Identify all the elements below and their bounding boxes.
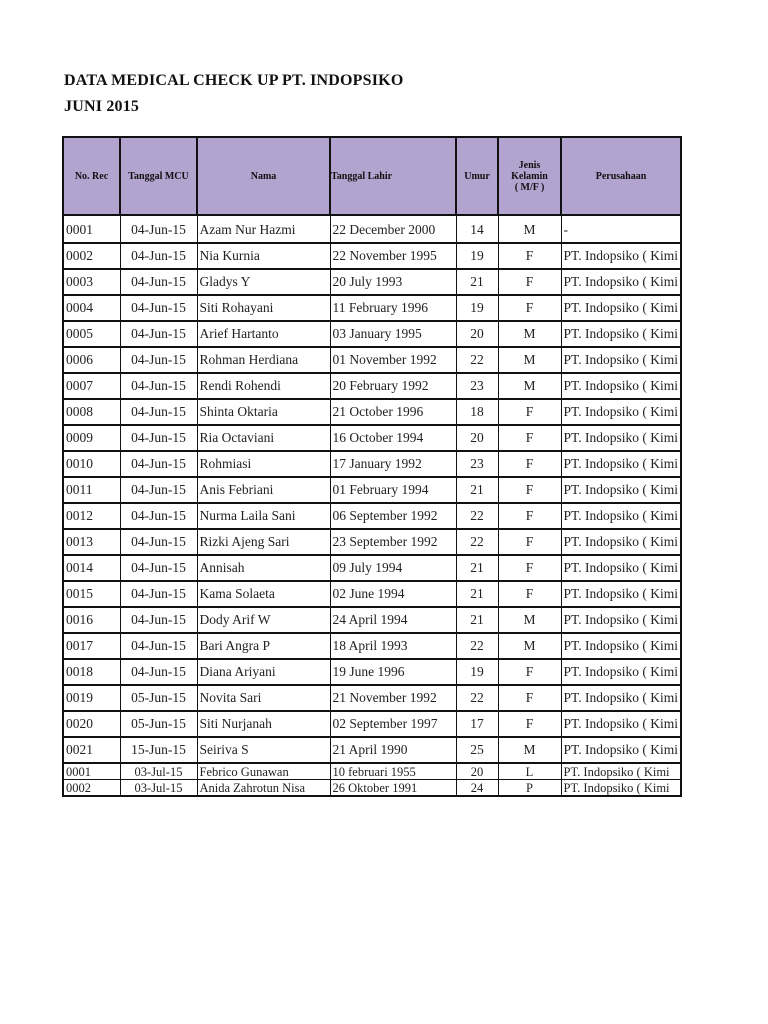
cell-tanggal-mcu: 04-Jun-15	[120, 295, 197, 321]
cell-no-rec: 0018	[63, 659, 120, 685]
table-row	[63, 659, 681, 685]
cell-perusahaan: PT. Indopsiko ( Kimi	[561, 685, 681, 711]
cell-tanggal-mcu: 04-Jun-15	[120, 555, 197, 581]
cell-umur: 14	[456, 215, 498, 243]
table-row	[63, 321, 681, 347]
cell-umur: 23	[456, 373, 498, 399]
header-jenis-line1: Jenis	[518, 159, 541, 171]
table-row	[63, 685, 681, 711]
cell-tanggal-mcu: 04-Jun-15	[120, 659, 197, 685]
cell-tanggal-mcu: 04-Jun-15	[120, 451, 197, 477]
cell-no-rec: 0005	[63, 321, 120, 347]
cell-jenis-kelamin: F	[498, 399, 561, 425]
cell-tanggal-lahir: 01 November 1992	[330, 347, 456, 373]
cell-jenis-kelamin: M	[498, 633, 561, 659]
cell-tanggal-lahir: 10 februari 1955	[330, 763, 456, 780]
cell-jenis-kelamin: M	[498, 215, 561, 243]
header-tanggal-lahir: Tanggal Lahir	[330, 137, 456, 215]
cell-tanggal-mcu: 04-Jun-15	[120, 581, 197, 607]
cell-tanggal-lahir: 23 September 1992	[330, 529, 456, 555]
cell-tanggal-lahir: 22 December 2000	[330, 215, 456, 243]
cell-tanggal-mcu: 04-Jun-15	[120, 529, 197, 555]
cell-nama: Bari Angra P	[197, 633, 330, 659]
table-row	[63, 503, 681, 529]
cell-no-rec: 0004	[63, 295, 120, 321]
table-body	[63, 215, 681, 796]
cell-nama: Anis Febriani	[197, 477, 330, 503]
cell-jenis-kelamin: F	[498, 581, 561, 607]
cell-no-rec: 0009	[63, 425, 120, 451]
table-row	[63, 780, 681, 797]
cell-jenis-kelamin: L	[498, 763, 561, 780]
cell-tanggal-mcu: 04-Jun-15	[120, 215, 197, 243]
cell-no-rec: 0012	[63, 503, 120, 529]
cell-nama: Novita Sari	[197, 685, 330, 711]
cell-nama: Rohman Herdiana	[197, 347, 330, 373]
table-row	[63, 529, 681, 555]
cell-tanggal-mcu: 04-Jun-15	[120, 633, 197, 659]
table-row	[63, 581, 681, 607]
cell-no-rec: 0011	[63, 477, 120, 503]
cell-tanggal-lahir: 24 April 1994	[330, 607, 456, 633]
cell-nama: Siti Rohayani	[197, 295, 330, 321]
cell-perusahaan: PT. Indopsiko ( Kimi	[561, 347, 681, 373]
cell-umur: 19	[456, 295, 498, 321]
cell-perusahaan: PT. Indopsiko ( Kimi	[561, 555, 681, 581]
cell-no-rec: 0001	[63, 763, 120, 780]
cell-tanggal-lahir: 02 September 1997	[330, 711, 456, 737]
cell-tanggal-mcu: 03-Jul-15	[120, 763, 197, 780]
cell-tanggal-lahir: 17 January 1992	[330, 451, 456, 477]
cell-perusahaan: PT. Indopsiko ( Kimi	[561, 477, 681, 503]
cell-no-rec: 0020	[63, 711, 120, 737]
cell-perusahaan: PT. Indopsiko ( Kimi	[561, 780, 681, 797]
cell-perusahaan: PT. Indopsiko ( Kimi	[561, 607, 681, 633]
cell-no-rec: 0007	[63, 373, 120, 399]
cell-tanggal-lahir: 20 July 1993	[330, 269, 456, 295]
cell-tanggal-mcu: 04-Jun-15	[120, 243, 197, 269]
cell-umur: 21	[456, 555, 498, 581]
cell-tanggal-lahir: 26 Oktober 1991	[330, 780, 456, 797]
cell-perusahaan: PT. Indopsiko ( Kimi	[561, 321, 681, 347]
cell-jenis-kelamin: F	[498, 555, 561, 581]
cell-nama: Kama Solaeta	[197, 581, 330, 607]
cell-jenis-kelamin: F	[498, 451, 561, 477]
cell-umur: 19	[456, 659, 498, 685]
cell-jenis-kelamin: M	[498, 737, 561, 763]
cell-perusahaan: PT. Indopsiko ( Kimi	[561, 373, 681, 399]
cell-no-rec: 0003	[63, 269, 120, 295]
cell-nama: Annisah	[197, 555, 330, 581]
cell-tanggal-lahir: 03 January 1995	[330, 321, 456, 347]
cell-perusahaan: PT. Indopsiko ( Kimi	[561, 451, 681, 477]
cell-nama: Febrico Gunawan	[197, 763, 330, 780]
cell-no-rec: 0002	[63, 243, 120, 269]
table-row	[63, 399, 681, 425]
cell-nama: Rizki Ajeng Sari	[197, 529, 330, 555]
mcu-table	[62, 136, 682, 797]
table-row	[63, 269, 681, 295]
cell-umur: 22	[456, 633, 498, 659]
cell-nama: Gladys Y	[197, 269, 330, 295]
cell-umur: 21	[456, 607, 498, 633]
table-row	[63, 373, 681, 399]
cell-jenis-kelamin: M	[498, 373, 561, 399]
cell-tanggal-mcu: 04-Jun-15	[120, 607, 197, 633]
cell-jenis-kelamin: F	[498, 295, 561, 321]
header-jenis-line2: Kelamin	[511, 170, 548, 182]
table-row	[63, 607, 681, 633]
cell-jenis-kelamin: F	[498, 425, 561, 451]
cell-umur: 21	[456, 269, 498, 295]
cell-umur: 22	[456, 503, 498, 529]
cell-umur: 24	[456, 780, 498, 797]
cell-nama: Shinta Oktaria	[197, 399, 330, 425]
header-umur: Umur	[456, 137, 498, 215]
cell-perusahaan: PT. Indopsiko ( Kimi	[561, 295, 681, 321]
table-row	[63, 555, 681, 581]
cell-no-rec: 0001	[63, 215, 120, 243]
cell-umur: 18	[456, 399, 498, 425]
cell-jenis-kelamin: F	[498, 685, 561, 711]
cell-tanggal-lahir: 01 February 1994	[330, 477, 456, 503]
cell-tanggal-lahir: 21 April 1990	[330, 737, 456, 763]
cell-no-rec: 0002	[63, 780, 120, 797]
cell-perusahaan: -	[561, 215, 681, 243]
cell-tanggal-mcu: 04-Jun-15	[120, 399, 197, 425]
cell-jenis-kelamin: F	[498, 503, 561, 529]
cell-jenis-kelamin: M	[498, 347, 561, 373]
cell-nama: Diana Ariyani	[197, 659, 330, 685]
cell-perusahaan: PT. Indopsiko ( Kimi	[561, 503, 681, 529]
cell-tanggal-lahir: 18 April 1993	[330, 633, 456, 659]
cell-umur: 17	[456, 711, 498, 737]
cell-no-rec: 0006	[63, 347, 120, 373]
cell-umur: 22	[456, 529, 498, 555]
cell-tanggal-lahir: 20 February 1992	[330, 373, 456, 399]
table-row	[63, 295, 681, 321]
cell-tanggal-mcu: 04-Jun-15	[120, 347, 197, 373]
cell-jenis-kelamin: F	[498, 711, 561, 737]
cell-nama: Nurma Laila Sani	[197, 503, 330, 529]
cell-nama: Azam Nur Hazmi	[197, 215, 330, 243]
cell-jenis-kelamin: F	[498, 477, 561, 503]
cell-tanggal-lahir: 22 November 1995	[330, 243, 456, 269]
cell-tanggal-mcu: 04-Jun-15	[120, 503, 197, 529]
cell-nama: Seiriva S	[197, 737, 330, 763]
cell-perusahaan: PT. Indopsiko ( Kimi	[561, 581, 681, 607]
cell-nama: Rendi Rohendi	[197, 373, 330, 399]
cell-tanggal-lahir: 09 July 1994	[330, 555, 456, 581]
cell-tanggal-lahir: 19 June 1996	[330, 659, 456, 685]
cell-tanggal-lahir: 16 October 1994	[330, 425, 456, 451]
cell-umur: 20	[456, 321, 498, 347]
cell-nama: Siti Nurjanah	[197, 711, 330, 737]
cell-perusahaan: PT. Indopsiko ( Kimi	[561, 763, 681, 780]
cell-nama: Anida Zahrotun Nisa	[197, 780, 330, 797]
cell-tanggal-lahir: 21 November 1992	[330, 685, 456, 711]
cell-perusahaan: PT. Indopsiko ( Kimi	[561, 529, 681, 555]
cell-tanggal-mcu: 04-Jun-15	[120, 269, 197, 295]
header-nama: Nama	[197, 137, 330, 215]
cell-umur: 21	[456, 477, 498, 503]
cell-perusahaan: PT. Indopsiko ( Kimi	[561, 243, 681, 269]
cell-perusahaan: PT. Indopsiko ( Kimi	[561, 633, 681, 659]
cell-jenis-kelamin: F	[498, 269, 561, 295]
cell-no-rec: 0021	[63, 737, 120, 763]
cell-umur: 19	[456, 243, 498, 269]
cell-no-rec: 0019	[63, 685, 120, 711]
cell-perusahaan: PT. Indopsiko ( Kimi	[561, 711, 681, 737]
cell-no-rec: 0008	[63, 399, 120, 425]
cell-nama: Nia Kurnia	[197, 243, 330, 269]
cell-umur: 25	[456, 737, 498, 763]
cell-jenis-kelamin: P	[498, 780, 561, 797]
cell-perusahaan: PT. Indopsiko ( Kimi	[561, 269, 681, 295]
cell-perusahaan: PT. Indopsiko ( Kimi	[561, 659, 681, 685]
table-row	[63, 215, 681, 243]
cell-umur: 23	[456, 451, 498, 477]
table-row	[63, 347, 681, 373]
cell-nama: Arief Hartanto	[197, 321, 330, 347]
header-row	[63, 137, 681, 215]
cell-tanggal-mcu: 03-Jul-15	[120, 780, 197, 797]
cell-umur: 21	[456, 581, 498, 607]
cell-tanggal-mcu: 04-Jun-15	[120, 373, 197, 399]
cell-tanggal-mcu: 05-Jun-15	[120, 685, 197, 711]
table-row	[63, 737, 681, 763]
cell-perusahaan: PT. Indopsiko ( Kimi	[561, 737, 681, 763]
cell-perusahaan: PT. Indopsiko ( Kimi	[561, 399, 681, 425]
cell-jenis-kelamin: M	[498, 607, 561, 633]
cell-tanggal-mcu: 04-Jun-15	[120, 321, 197, 347]
cell-tanggal-mcu: 05-Jun-15	[120, 711, 197, 737]
table-row	[63, 763, 681, 780]
header-jenis-line3: ( M/F )	[514, 181, 545, 193]
cell-no-rec: 0016	[63, 607, 120, 633]
cell-nama: Rohmiasi	[197, 451, 330, 477]
table-row	[63, 477, 681, 503]
page-subtitle: JUNI 2015	[64, 98, 140, 115]
cell-tanggal-lahir: 06 September 1992	[330, 503, 456, 529]
cell-umur: 22	[456, 347, 498, 373]
cell-no-rec: 0014	[63, 555, 120, 581]
cell-perusahaan: PT. Indopsiko ( Kimi	[561, 425, 681, 451]
cell-tanggal-lahir: 11 February 1996	[330, 295, 456, 321]
cell-umur: 20	[456, 425, 498, 451]
table-row	[63, 243, 681, 269]
cell-no-rec: 0015	[63, 581, 120, 607]
cell-jenis-kelamin: F	[498, 659, 561, 685]
cell-umur: 22	[456, 685, 498, 711]
cell-nama: Dody Arif W	[197, 607, 330, 633]
cell-tanggal-mcu: 04-Jun-15	[120, 477, 197, 503]
header-tanggal-mcu: Tanggal MCU	[120, 137, 197, 215]
cell-no-rec: 0010	[63, 451, 120, 477]
cell-jenis-kelamin: F	[498, 529, 561, 555]
cell-tanggal-lahir: 21 October 1996	[330, 399, 456, 425]
cell-tanggal-mcu: 15-Jun-15	[120, 737, 197, 763]
cell-no-rec: 0013	[63, 529, 120, 555]
table-row	[63, 711, 681, 737]
page-title: DATA MEDICAL CHECK UP PT. INDOPSIKO	[64, 72, 404, 89]
table-row	[63, 633, 681, 659]
cell-umur: 20	[456, 763, 498, 780]
cell-jenis-kelamin: M	[498, 321, 561, 347]
header-jenis-kelamin	[498, 137, 561, 215]
cell-tanggal-lahir: 02 June 1994	[330, 581, 456, 607]
header-perusahaan: Perusahaan	[561, 137, 681, 215]
cell-tanggal-mcu: 04-Jun-15	[120, 425, 197, 451]
cell-no-rec: 0017	[63, 633, 120, 659]
table-row	[63, 451, 681, 477]
table-row	[63, 425, 681, 451]
cell-nama: Ria Octaviani	[197, 425, 330, 451]
header-no-rec: No. Rec	[63, 137, 120, 215]
cell-jenis-kelamin: F	[498, 243, 561, 269]
